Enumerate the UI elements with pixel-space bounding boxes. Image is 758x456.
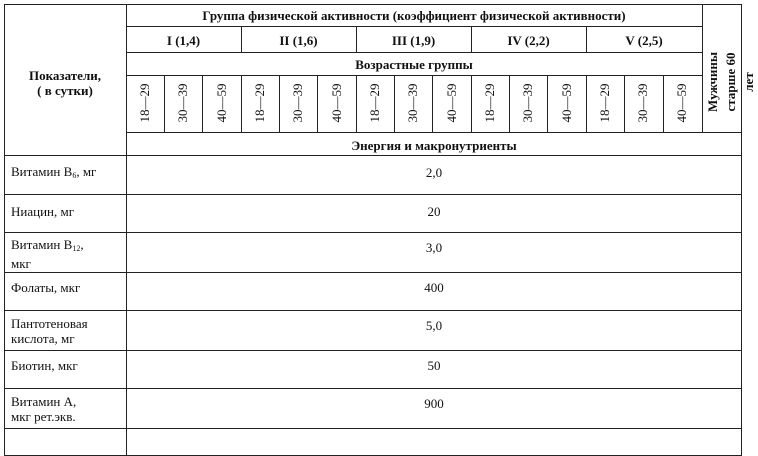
age-divider — [547, 75, 548, 132]
row-divider — [4, 428, 742, 429]
age-label: 40—59 — [214, 83, 229, 123]
row-value: 20 — [427, 204, 441, 219]
row-label-text: Пантотеновая — [11, 316, 88, 331]
age-label: 30—39 — [290, 83, 305, 123]
row-label-text: Витамин А, — [11, 394, 77, 409]
group-label: V (2,5) — [625, 33, 663, 48]
row-value: 5,0 — [425, 318, 443, 333]
row-label-biotin: Биотин, мкг — [11, 358, 78, 373]
age-groups-title: Возрастные группы — [355, 57, 473, 72]
age-label: 30—39 — [635, 83, 650, 123]
men-over-60-label: Мужчины старше 60 лет — [705, 52, 756, 112]
row-divider — [4, 194, 742, 195]
group-label: III (1,9) — [391, 33, 436, 48]
age-divider — [202, 75, 203, 132]
activity-group-title: Группа физической активности (коэффициент физической активности) — [202, 8, 626, 23]
row-label-text: Витамин B — [11, 237, 73, 252]
row-label-text: , мг — [76, 164, 97, 179]
age-label: 40—59 — [559, 83, 574, 123]
row-label-text: , — [80, 237, 84, 252]
age-label: 18—29 — [137, 83, 152, 123]
age-label: 18—29 — [482, 83, 497, 123]
age-title-divider — [126, 75, 702, 76]
age-label: 30—39 — [175, 83, 190, 123]
nutrient-table — [4, 4, 756, 456]
groups-divider — [126, 52, 702, 53]
age-divider — [317, 75, 318, 132]
row-divider — [4, 272, 742, 273]
row-label-subscript: 6 — [72, 171, 77, 180]
row-label-subscript: 12 — [72, 244, 81, 253]
row-label-text: мкг рет.экв. — [11, 409, 76, 424]
age-divider — [471, 75, 472, 132]
row-value: 2,0 — [425, 165, 443, 180]
age-divider — [356, 75, 357, 132]
row-divider — [4, 232, 742, 233]
age-label: 18—29 — [597, 83, 612, 123]
row-value: 900 — [424, 396, 444, 411]
age-divider — [394, 75, 395, 132]
age-label: 40—59 — [674, 83, 689, 123]
age-divider — [279, 75, 280, 132]
section-divider — [4, 155, 742, 156]
age-label: 18—29 — [367, 83, 382, 123]
row-label-b6 — [11, 164, 123, 183]
row-value: 3,0 — [425, 240, 443, 255]
age-label: 30—39 — [405, 83, 420, 123]
row-label-text: кислота, мг — [11, 331, 75, 346]
age-divider — [432, 75, 433, 132]
indicators-sublabel: ( в сутки) — [37, 83, 93, 98]
group-label: IV (2,2) — [507, 33, 550, 48]
row-label-b12 — [11, 237, 123, 271]
age-row-divider — [126, 132, 741, 133]
age-divider — [586, 75, 587, 132]
age-divider — [164, 75, 165, 132]
age-divider — [241, 75, 242, 132]
age-label: 18—29 — [252, 83, 267, 123]
row-divider — [4, 388, 742, 389]
table-border-top — [4, 4, 742, 5]
age-label: 40—59 — [329, 83, 344, 123]
row-label-pantothenic — [11, 316, 123, 346]
row-label-niacin: Ниацин, мг — [11, 204, 75, 219]
age-divider — [624, 75, 625, 132]
row-value: 50 — [427, 358, 441, 373]
group-label: II (1,6) — [279, 33, 318, 48]
section-title: Энергия и макронутриенты — [351, 138, 517, 153]
age-label: 40—59 — [444, 83, 459, 123]
row-divider — [4, 310, 742, 311]
age-divider — [509, 75, 510, 132]
age-divider — [663, 75, 664, 132]
row-label-text: Витамин B — [11, 164, 73, 179]
group-label: I (1,4) — [166, 33, 201, 48]
row-value: 400 — [424, 280, 444, 295]
age-label: 30—39 — [520, 83, 535, 123]
men-column-divider — [702, 4, 703, 132]
group-title-divider — [126, 26, 702, 27]
indicators-label: Показатели, — [29, 68, 101, 83]
row-label-vitamin-a — [11, 394, 123, 424]
row-label-text: мкг — [11, 256, 31, 271]
row-divider — [4, 350, 742, 351]
row-label-folates: Фолаты, мкг — [11, 280, 81, 295]
